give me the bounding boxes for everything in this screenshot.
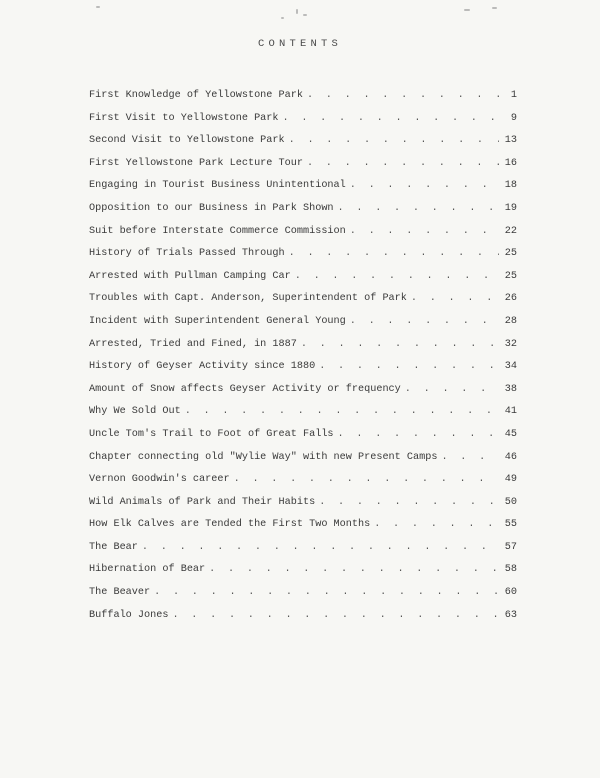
toc-entry-title: Hibernation of Bear: [89, 564, 206, 576]
toc-entry-page-number: 25: [504, 270, 517, 282]
dot-leader: [441, 452, 499, 463]
dot-leader: [405, 384, 499, 395]
toc-entry-page-number: 55: [504, 519, 517, 531]
dot-leader: [142, 542, 499, 553]
toc-entry-title: Wild Animals of Park and Their Habits: [89, 496, 316, 508]
dot-leader: [307, 158, 499, 169]
dot-leader: [350, 316, 499, 327]
toc-entry: [89, 203, 517, 226]
scan-mark: [296, 9, 298, 14]
toc-entry: [89, 226, 517, 249]
toc-entry-title: Opposition to our Business in Park Shown: [89, 202, 334, 214]
toc-entry-page-number: 28: [504, 315, 517, 327]
toc-entry: [89, 113, 517, 136]
table-of-contents: [89, 90, 517, 632]
toc-entry: [89, 271, 517, 294]
toc-entry-title: Troubles with Capt. Anderson, Superintendent of Park: [89, 293, 407, 305]
toc-entry-page-number: 18: [504, 180, 517, 192]
toc-entry-title: Engaging in Tourist Business Unintentional: [89, 180, 346, 192]
toc-entry-page-number: 63: [504, 609, 517, 621]
toc-entry: [89, 361, 517, 384]
toc-entry-page-number: 60: [504, 587, 517, 599]
toc-entry: [89, 135, 517, 158]
dot-leader: [338, 429, 499, 440]
scan-marks: [0, 0, 600, 30]
toc-entry: [89, 384, 517, 407]
toc-entry: [89, 542, 517, 565]
toc-entry-page-number: 1: [510, 90, 517, 101]
toc-entry-title: Arrested, Tried and Fined, in 1887: [89, 338, 297, 350]
toc-entry: [89, 474, 517, 497]
toc-entry: [89, 339, 517, 362]
dot-leader: [338, 203, 499, 214]
toc-entry-title: Chapter connecting old "Wylie Way" with new Present Camps: [89, 451, 438, 463]
toc-entry-title: Amount of Snow affects Geyser Activity or frequency: [89, 383, 401, 395]
toc-entry-title: First Knowledge of Yellowstone Park: [89, 90, 303, 101]
toc-entry-title: The Bear: [89, 541, 138, 553]
toc-entry-page-number: 46: [504, 451, 517, 463]
toc-entry-title: Uncle Tom's Trail to Foot of Great Falls: [89, 428, 334, 440]
dot-leader: [301, 339, 499, 350]
toc-entry-page-number: 57: [504, 541, 517, 553]
toc-entry: [89, 248, 517, 271]
dot-leader: [319, 497, 499, 508]
dot-leader: [234, 474, 499, 485]
scan-mark: [281, 17, 284, 19]
toc-entry-title: How Elk Calves are Tended the First Two Months: [89, 519, 371, 531]
contents-heading: CONTENTS: [257, 38, 342, 50]
toc-entry: [89, 452, 517, 475]
toc-entry: [89, 180, 517, 203]
dot-leader: [350, 180, 499, 191]
toc-entry-title: Suit before Interstate Commerce Commission: [89, 225, 346, 237]
dot-leader: [185, 406, 499, 417]
toc-entry-title: Arrested with Pullman Camping Car: [89, 270, 291, 282]
toc-entry-title: Buffalo Jones: [89, 609, 169, 621]
toc-entry: [89, 90, 517, 113]
toc-entry-page-number: 16: [504, 157, 517, 169]
toc-entry-page-number: 32: [504, 338, 517, 350]
toc-entry-page-number: 50: [504, 496, 517, 508]
dot-leader: [374, 519, 499, 530]
dot-leader: [307, 90, 499, 101]
toc-entry: [89, 316, 517, 339]
toc-entry-title: History of Geyser Activity since 1880: [89, 361, 316, 373]
toc-entry-title: First Visit to Yellowstone Park: [89, 112, 279, 124]
dot-leader: [350, 226, 499, 237]
toc-entry: [89, 519, 517, 542]
toc-entry-page-number: 38: [504, 383, 517, 395]
toc-entry-title: First Yellowstone Park Lecture Tour: [89, 157, 303, 169]
dot-leader: [319, 361, 499, 372]
dot-leader: [283, 113, 499, 124]
dot-leader: [209, 564, 499, 575]
toc-entry-page-number: 45: [504, 428, 517, 440]
toc-entry-title: Second Visit to Yellowstone Park: [89, 135, 285, 147]
toc-entry: [89, 497, 517, 520]
toc-entry-title: Incident with Superintendent General Young: [89, 315, 346, 327]
toc-entry-page-number: 26: [504, 293, 517, 305]
toc-entry-title: History of Trials Passed Through: [89, 248, 285, 260]
scan-mark: [492, 7, 497, 9]
toc-entry-page-number: 58: [504, 564, 517, 576]
toc-entry: [89, 158, 517, 181]
dot-leader: [154, 587, 499, 598]
toc-entry-page-number: 34: [504, 361, 517, 373]
scan-mark: [303, 14, 307, 16]
toc-entry-page-number: 41: [504, 406, 517, 418]
dot-leader: [172, 610, 499, 621]
toc-entry-title: Why We Sold Out: [89, 406, 181, 418]
toc-entry-page-number: 22: [504, 225, 517, 237]
toc-entry-title: Vernon Goodwin's career: [89, 474, 230, 486]
dot-leader: [295, 271, 499, 282]
toc-entry: [89, 429, 517, 452]
scan-mark: [96, 6, 100, 8]
toc-entry: [89, 587, 517, 610]
toc-entry-page-number: 49: [504, 474, 517, 486]
dot-leader: [411, 293, 499, 304]
toc-entry-title: The Beaver: [89, 587, 151, 599]
toc-entry-page-number: 19: [504, 202, 517, 214]
toc-entry: [89, 293, 517, 316]
dot-leader: [289, 135, 499, 146]
scan-mark: [464, 9, 470, 11]
toc-entry: [89, 406, 517, 429]
dot-leader: [289, 248, 499, 259]
toc-entry: [89, 564, 517, 587]
toc-entry-page-number: 25: [504, 248, 517, 260]
toc-entry-page-number: 13: [504, 135, 517, 147]
toc-entry: [89, 610, 517, 633]
toc-entry-page-number: 9: [510, 112, 517, 124]
